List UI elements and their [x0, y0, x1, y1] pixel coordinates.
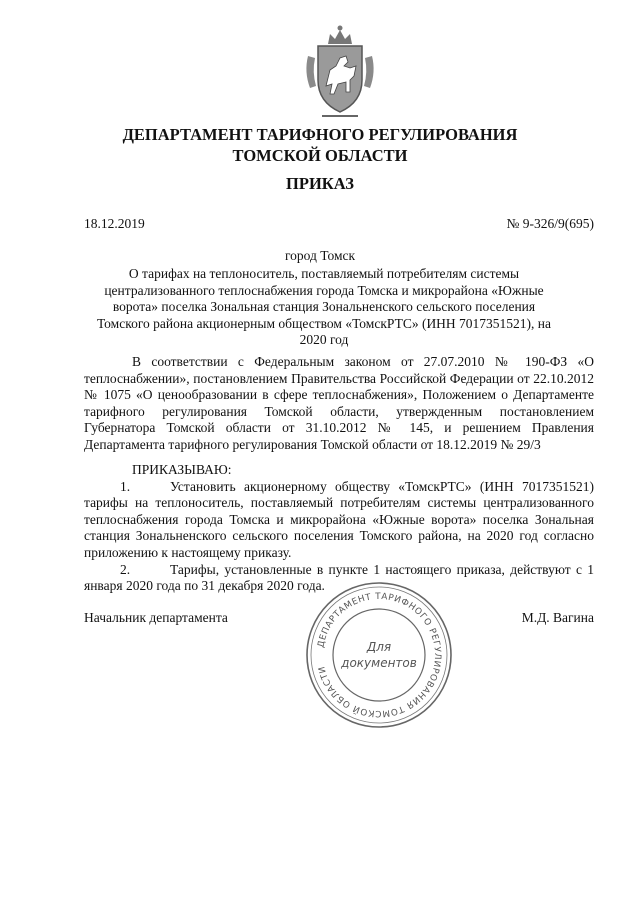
order-heading: ПРИКАЗЫВАЮ: [132, 462, 232, 477]
official-stamp [303, 579, 455, 731]
preamble-text: В соответствии с Федеральным законом от 27.07.2010 № 190-ФЗ «О теплоснабжении», постановлением Правительства Российской Федерации от 22.10.2012 № 1075 «О ценообразовании в сфере теплоснабжения», Положением о Департаменте тарифного регулирования Томской области, утвержденным постановлением Губернатора Томской области от 31.10.2012 № 145, и решением Правления Департамента тарифного регулирования Томской области от 18.12.2019 № 29/3 [84, 354, 594, 452]
stamp-center-line2: документов [341, 656, 417, 670]
order-item-2-text: Тарифы, установленные в пункте 1 настоящего приказа, действуют с 1 января 2020 года по 31 декабря 2020 года. [84, 561, 594, 594]
tomsk-coat-of-arms-icon [300, 22, 380, 122]
stamp-ring-text: ДЕПАРТАМЕНТ ТАРИФНОГО РЕГУЛИРОВАНИЯ ТОМСКОЙ ОБЛАСТИ [316, 591, 443, 719]
preamble-section [84, 354, 594, 454]
stamp-inner-ring [333, 609, 425, 701]
signatory-name: М.Д. Вагина [521, 610, 594, 625]
city: город Томск [284, 248, 356, 263]
order-section [84, 462, 594, 595]
stamp-center-line1: Для [366, 640, 392, 654]
order-item-2-number: 2. [120, 561, 131, 577]
order-date: 18.12.2019 [84, 216, 145, 231]
order-item-1-number: 1. [120, 478, 131, 494]
order-item-1 [84, 479, 594, 562]
signatory-position: Начальник департамента [84, 610, 228, 625]
department-name [0, 124, 640, 166]
order-item-1-text: Установить акционерному обществу «ТомскРТС» (ИНН 7017351521) тарифы на теплоноситель, поставляемый потребителям системы централизованного теплоснабжения города Томска и микрорайона «Южные ворота» поселка Зональная станция Зональненского сельского поселения Томского района, на 2020 год согласно приложению к настоящему приказу. [84, 478, 594, 560]
department-name-line2: ТОМСКОЙ ОБЛАСТИ [232, 146, 408, 165]
stamp-outer-ring [307, 583, 451, 727]
order-subject: О тарифах на теплоноситель, поставляемый потребителям системы централизованного теплоснабжения города Томска и микрорайона «Южные ворота» поселка Зональная станция Зональненского сельского поселения Томского района акционерным обществом «ТомскРТС» (ИНН 7017351521), на 2020 год [96, 266, 552, 347]
order-number: № 9-326/9(695) [506, 216, 594, 231]
order-title: ПРИКАЗ [286, 174, 354, 193]
department-name-line1: ДЕПАРТАМЕНТ ТАРИФНОГО РЕГУЛИРОВАНИЯ [122, 125, 518, 144]
